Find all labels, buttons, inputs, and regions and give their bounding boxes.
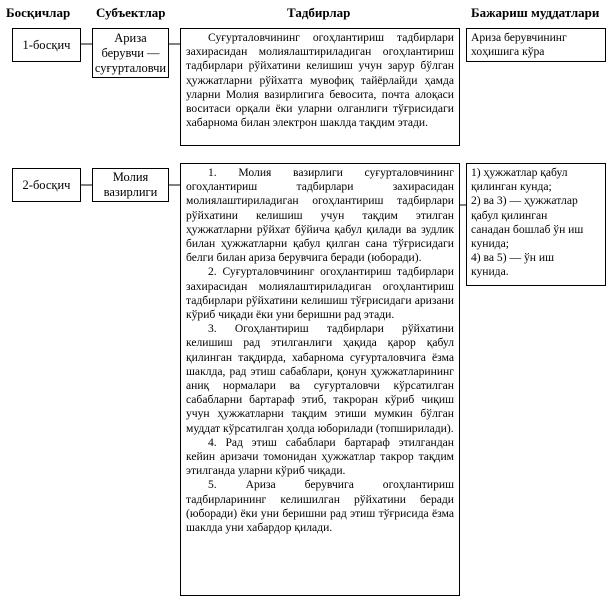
header-subjects: Субъектлар	[96, 5, 166, 20]
row2-measure-paragraph: 5. Ариза берувчига огоҳлантириш тадбирларининг келишилган рўйхатини беради (юборади) ёки уни беришни рад этиш тўғрисида ёзма шаклда уни хабардор қилади.	[186, 478, 454, 535]
row2-deadline-line: 4) ва 5) — ўн иш	[471, 251, 555, 265]
row2-measure-paragraph: 3. Огоҳлантириш тадбирлари рўйхатини келишиш рад этилганлиги ҳақида қарор қабул қилинган тақдирда, хабарнома суғурталовчига ёзма шаклда, рад этиш сабаблари, қонун ҳужжатларининг аниқ нормалари ва суғурталовчи кўрсатилган сабабларни бартараф этиб, такроран кўриб чиқиш учун ҳужжатларни тақдим этиши мумкин бўлган муддат кўрсатилган ҳолда юборилади (топширилади).	[186, 322, 454, 435]
row2-deadline-line: 1) ҳужжатлар қабул	[471, 166, 568, 179]
row2-measure-paragraph: 1. Молия вазирлиги суғурталовчининг огоҳлантириш тадбирлари захирасидан молиялаштириладиган огоҳлантириш тадбирлари рўйхатини келишиш учун тақдим этилган ҳужжатларни рўйхат бўйича қабул қилади ва зудлик билан ҳужжатларни қабул қилган сана тўғрисидаги белги билан ариза берувчига беради (юборади).	[186, 166, 454, 265]
header-measures: Тадбирлар	[287, 5, 351, 20]
row1-deadline	[466, 28, 606, 62]
row1-stage	[12, 28, 81, 62]
row2-measures	[180, 163, 460, 596]
row2-subject-line: Молия	[112, 170, 149, 184]
row1-subject-line: Ариза	[114, 30, 147, 45]
row2-stage-label: 2-босқич	[22, 177, 71, 192]
row2-deadline-line: 2) ва 3) — ҳужжатлар	[471, 194, 578, 208]
header-stages: Босқичлар	[6, 5, 71, 20]
row1-deadline-line: хоҳишига кўра	[471, 45, 545, 59]
row2-subject-line: вазирлиги	[103, 185, 158, 199]
row1-subject-line: суғурталовчи	[94, 60, 167, 75]
row1-subject-line: берувчи —	[101, 45, 160, 60]
row2-deadline-line: қилинган кунда;	[471, 180, 552, 194]
row1-measure-paragraph: Суғурталовчининг огоҳлантириш тадбирлари захирасидан молиялаштириладиган огоҳлантириш тадбирлари рўйхатини келишиш учун зарур бўлган ҳужжатларни рўйхатга мувофиқ тайёрлайди ҳамда уларни Молия вазирлигига бевосита, почта алоқаси воситаси орқали ёки уларни олганлиги тўғрисидаги хабарнома билан электрон шаклда тақдим этади.	[186, 31, 454, 130]
row2-measure-paragraph: 4. Рад этиш сабаблари бартараф этилгандан кейин аризачи томонидан ҳужжатлар такрор тақдим этилганда уларни кўриб чиқади.	[186, 435, 454, 478]
row1-measures	[180, 28, 460, 146]
row2-deadline-line: кунида.	[471, 265, 509, 279]
row2-measure-paragraph: 2. Суғурталовчининг огоҳлантириш тадбирлари захирасидан молиялаштириладиган огоҳлантириш тадбирлари рўйхатини келишиш тўғрисидаги аризани кўриб чиқади ёки уни беришни рад этади.	[186, 265, 454, 322]
row2-deadline	[466, 163, 606, 286]
header-deadlines: Бажариш муддатлари	[471, 5, 600, 20]
row1-deadline-line: Ариза берувчининг	[471, 31, 567, 44]
row2-deadline-line: санадан бошлаб ўн иш	[471, 222, 584, 236]
row2-subject	[92, 168, 169, 202]
row2-stage	[12, 168, 81, 202]
row2-deadline-line: кунида;	[471, 237, 509, 251]
row1-stage-label: 1-босқич	[22, 37, 71, 52]
row1-subject	[92, 28, 169, 78]
row2-deadline-line: қабул қилинган	[471, 208, 548, 222]
